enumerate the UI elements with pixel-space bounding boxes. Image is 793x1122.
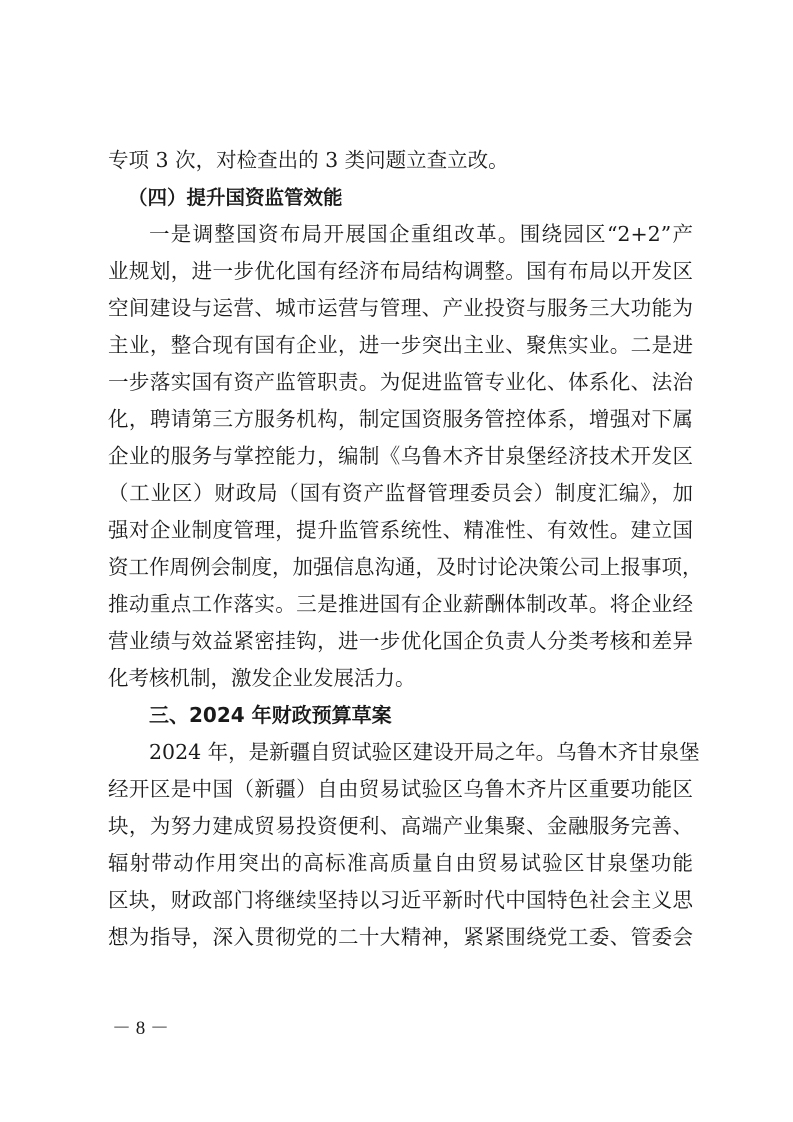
- paragraph-line-text: 2024 年，是新疆自贸试验区建设开局之年。乌鲁木齐甘泉堡: [149, 740, 700, 764]
- page-number: － 8 －: [112, 1018, 170, 1039]
- paragraph-line-text: 业规划，进一步优化国有经济布局结构调整。国有布局以开发区: [108, 259, 693, 283]
- paragraph-line: [108, 401, 693, 438]
- paragraph-line: [108, 364, 693, 401]
- paragraph-line-text: 块，为努力建成贸易投资便利、高端产业集聚、金融服务完善、: [108, 814, 693, 838]
- paragraph-line: [108, 290, 693, 327]
- paragraph-line-text: 营业绩与效益紧密挂钩，进一步优化国企负责人分类考核和差异: [108, 629, 693, 653]
- paragraph-line-text: （工业区）财政局（国有资产监督管理委员会）制度汇编》，加: [108, 481, 693, 505]
- paragraph-line-text: 主业，整合现有国有企业，进一步突出主业、聚焦实业。二是进: [108, 333, 693, 357]
- paragraph-line-text: 区块，财政部门将继续坚持以习近平新时代中国特色社会主义思: [108, 888, 693, 912]
- paragraph-line-text: 空间建设与运营、城市运营与管理、产业投资与服务三大功能为: [108, 296, 693, 320]
- paragraph-line: [108, 327, 693, 364]
- paragraph-line-text: 辐射带动作用突出的高标准高质量自由贸易试验区甘泉堡功能: [108, 851, 693, 875]
- section-heading: （四）提升国资监管效能: [128, 186, 343, 209]
- paragraph-line: [108, 216, 693, 253]
- paragraph-line: [108, 475, 693, 512]
- paragraph-line-text: 强对企业制度管理，提升监管系统性、精准性、有效性。建立国: [108, 518, 693, 542]
- paragraph-line: [108, 771, 693, 808]
- paragraph-line-text: 推动重点工作落实。三是推进国有企业薪酬体制改革。将企业经: [108, 592, 693, 616]
- body-text: [108, 142, 703, 956]
- paragraph-line-text: 化，聘请第三方服务机构，制定国资服务管控体系，增强对下属: [108, 407, 693, 431]
- paragraph-line: [108, 586, 693, 623]
- paragraph-line-text: 经开区是中国（新疆）自由贸易试验区乌鲁木齐片区重要功能区: [108, 777, 693, 801]
- paragraph-line-text: 企业的服务与掌控能力，编制《乌鲁木齐甘泉堡经济技术开发区: [108, 444, 693, 468]
- paragraph-line: 专项 3 次，对检查出的 3 类问题立查立改。: [108, 148, 509, 172]
- paragraph-line: [108, 512, 693, 549]
- chapter-heading: 三、2024 年财政预算草案: [149, 703, 392, 727]
- paragraph-line: [108, 734, 700, 771]
- paragraph-line: 化考核机制，激发企业发展活力。: [108, 666, 416, 690]
- paragraph-line: [108, 438, 693, 475]
- paragraph-line: [108, 919, 693, 956]
- paragraph-line-text: 想为指导，深入贯彻党的二十大精神，紧紧围绕党工委、管委会: [108, 925, 693, 949]
- paragraph-line: [108, 882, 693, 919]
- paragraph-line: [108, 845, 693, 882]
- paragraph-line: [108, 623, 693, 660]
- paragraph-line-text: 资工作周例会制度，加强信息沟通，及时讨论决策公司上报事项，: [108, 555, 703, 579]
- paragraph-line: [108, 808, 693, 845]
- paragraph-line: [108, 253, 693, 290]
- paragraph-line: [108, 549, 703, 586]
- paragraph-line-text: 一是调整国资布局开展国企重组改革。围绕园区“2+2”产: [149, 222, 693, 246]
- paragraph-line-text: 一步落实国有资产监管职责。为促进监管专业化、体系化、法治: [108, 370, 693, 394]
